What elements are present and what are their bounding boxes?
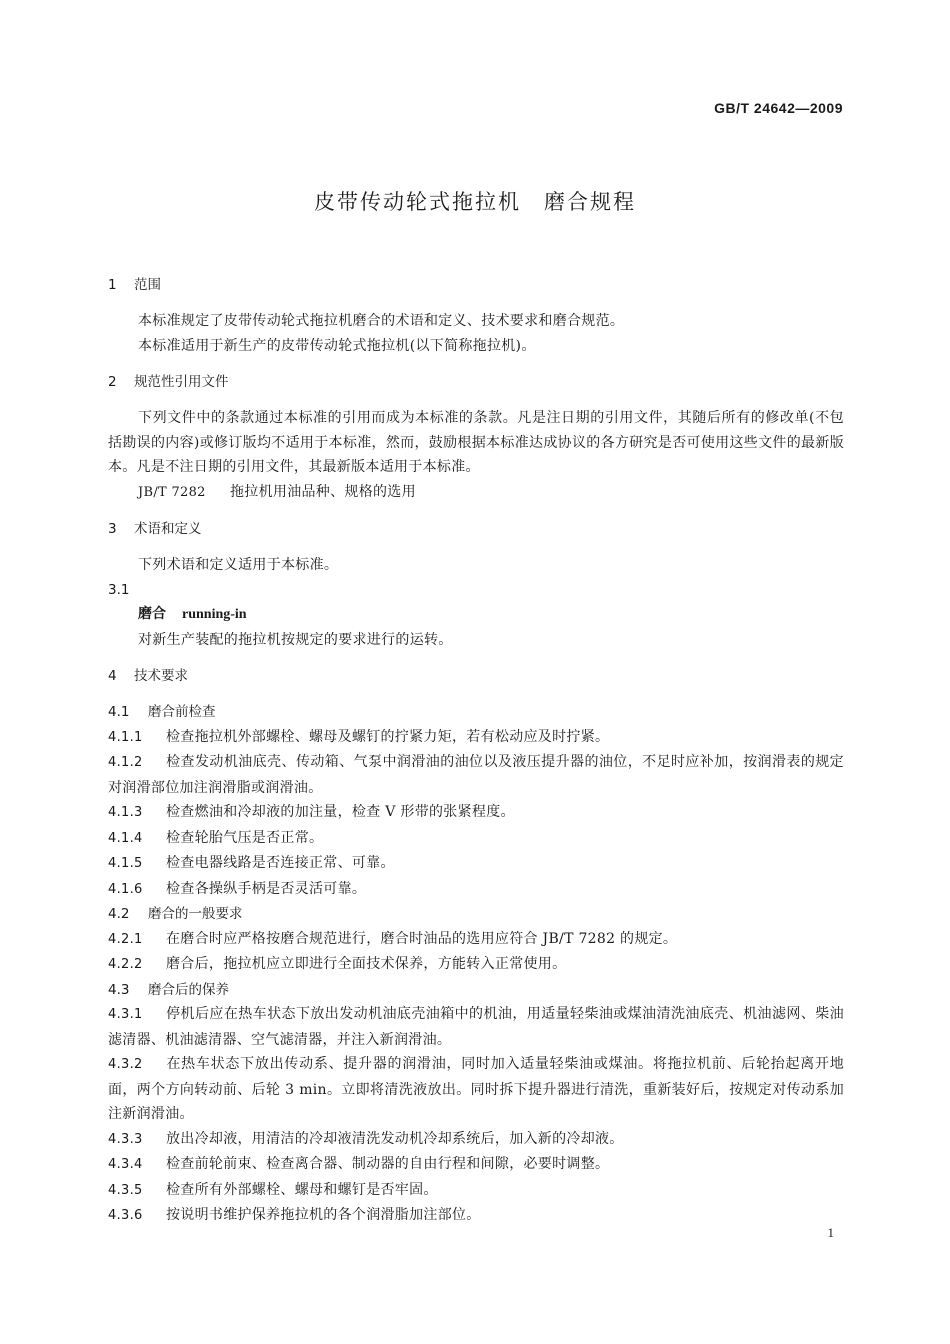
subsection-number: 4.2 <box>108 906 130 922</box>
section-number: 2 <box>108 374 117 390</box>
clause-text: 检查发动机油底壳、传动箱、气泵中润滑油的油位以及液压提升器的油位，不足时应补加，按润滑表的规定对润滑部位加注润滑脂或润滑油。 <box>108 754 844 796</box>
clause-text: 检查所有外部螺栓、螺母和螺钉是否牢固。 <box>166 1181 438 1198</box>
subsection-number: 4.1 <box>108 704 130 720</box>
standard-code: GB/T 24642—2009 <box>714 100 843 116</box>
clause-number: 4.1.6 <box>108 881 143 897</box>
document-body <box>108 273 844 1229</box>
clause-text: 检查各操纵手柄是否灵活可靠。 <box>166 880 367 897</box>
section-heading-1 <box>108 273 844 297</box>
clause-number: 4.3.4 <box>108 1157 143 1172</box>
clause-text: 在热车状态下放出传动系、提升器的润滑油，同时加入适量轻柴油或煤油。将拖拉机前、后轮抬起离开地面，两个方向转动前、后轮 3 min。立即将清洗液放出。同时拆下提升器进行清洗，重新装好后，按规定对传动系加注新润滑油。 <box>108 1056 844 1122</box>
section-number: 1 <box>108 277 117 293</box>
clause-text: 检查电器线路是否连接正常、可靠。 <box>166 855 395 871</box>
subsection-title: 磨合前检查 <box>148 704 216 720</box>
section-title: 术语和定义 <box>134 521 202 537</box>
subsection-heading-4-2 <box>108 902 844 927</box>
section-heading-4 <box>108 664 844 688</box>
clause-number: 4.1.5 <box>108 856 143 871</box>
clause-number: 4.1.1 <box>108 729 143 745</box>
clause-text: 在磨合时应严格按磨合规范进行，磨合时油品的选用应符合 JB/T 7282 的规定。 <box>166 930 678 947</box>
clause-item <box>108 1002 844 1052</box>
term-definition: 对新生产装配的拖拉机按规定的要求进行的运转。 <box>138 631 453 648</box>
subsection-title: 磨合后的保养 <box>148 981 229 998</box>
clause-number: 4.1.2 <box>108 755 143 770</box>
section-heading-2 <box>108 370 844 394</box>
clause-item <box>108 877 844 903</box>
subsection-heading-4-1 <box>108 700 844 725</box>
section-number: 3 <box>108 521 117 537</box>
clause-item <box>108 927 844 953</box>
clause-item <box>108 1052 844 1127</box>
paragraph: 下列术语和定义适用于本标准。 <box>138 557 339 573</box>
clause-item <box>108 800 844 826</box>
clause-item <box>108 1152 844 1178</box>
clause-number: 4.2.1 <box>108 931 143 947</box>
clause-text: 检查拖拉机外部螺栓、螺母及螺钉的拧紧力矩，若有松动应及时拧紧。 <box>166 728 610 745</box>
clause-item <box>108 1127 844 1153</box>
clause-number: 4.3.1 <box>108 1007 143 1022</box>
section-title: 范围 <box>134 277 161 293</box>
section-heading-3 <box>108 517 844 541</box>
clause-item <box>108 851 844 877</box>
clause-item <box>108 750 844 800</box>
subsection-title: 磨合的一般要求 <box>148 906 243 922</box>
reference-title: 拖拉机用油品种、规格的选用 <box>230 483 416 500</box>
reference-code: JB/T 7282 <box>138 484 206 500</box>
subsection-heading-4-3 <box>108 978 844 1003</box>
clause-text: 检查前轮前束、检查离合器、制动器的自由行程和间隙，必要时调整。 <box>166 1156 610 1172</box>
clause-item <box>108 1178 844 1204</box>
clause-item <box>108 1203 844 1229</box>
normative-reference <box>108 480 844 506</box>
paragraph: 下列文件中的条款通过本标准的引用而成为本标准的条款。凡是注日期的引用文件，其随后所有的修改单(不包括勘误的内容)或修订版均不适用于本标准，然而，鼓励根据本标准达成协议的各方研究是否可使用这些文件的最新版本。凡是不注日期的引用文件，其最新版本适用于本标准。 <box>108 410 844 475</box>
page-number: 1 <box>827 1225 834 1240</box>
clause-item <box>108 952 844 978</box>
paragraph: 本标准适用于新生产的皮带传动轮式拖拉机(以下简称拖拉机)。 <box>138 337 536 354</box>
clause-text: 停机后应在热车状态下放出发动机油底壳油箱中的机油，用适量轻柴油或煤油清洗油底壳、机油滤网、柴油滤清器、机油滤清器、空气滤清器，并注入新润滑油。 <box>108 1006 844 1048</box>
section-number: 4 <box>108 668 117 684</box>
section-title: 技术要求 <box>134 668 188 684</box>
term-chinese: 磨合 <box>138 606 166 622</box>
paragraph: 本标准规定了皮带传动轮式拖拉机磨合的术语和定义、技术要求和磨合规范。 <box>138 313 625 329</box>
clause-number: 4.2.2 <box>108 957 143 972</box>
clause-text: 检查轮胎气压是否正常。 <box>166 829 324 846</box>
clause-number: 4.1.4 <box>108 830 143 846</box>
term-name <box>108 602 844 628</box>
clause-number: 4.3.3 <box>108 1131 143 1147</box>
subsection-number: 4.3 <box>108 981 130 998</box>
term-english: running-in <box>182 607 247 622</box>
clause-text: 按说明书维护保养拖拉机的各个润滑脂加注部位。 <box>166 1207 481 1223</box>
clause-number: 4.3.6 <box>108 1208 143 1223</box>
clause-text: 磨合后，拖拉机应立即进行全面技术保养，方能转入正常使用。 <box>166 956 567 972</box>
section-title: 规范性引用文件 <box>134 374 229 390</box>
clause-text: 检查燃油和冷却液的加注量，检查 V 形带的张紧程度。 <box>166 804 515 820</box>
clause-text: 放出冷却液，用清洁的冷却液清洗发动机冷却系统后，加入新的冷却液。 <box>166 1130 624 1147</box>
clause-number: 4.3.2 <box>108 1057 143 1072</box>
clause-item <box>108 725 844 751</box>
term-number: 3.1 <box>108 581 130 598</box>
document-title: 皮带传动轮式拖拉机 磨合规程 <box>314 190 636 214</box>
clause-number: 4.3.5 <box>108 1182 143 1198</box>
clause-item <box>108 826 844 852</box>
clause-number: 4.1.3 <box>108 805 143 820</box>
